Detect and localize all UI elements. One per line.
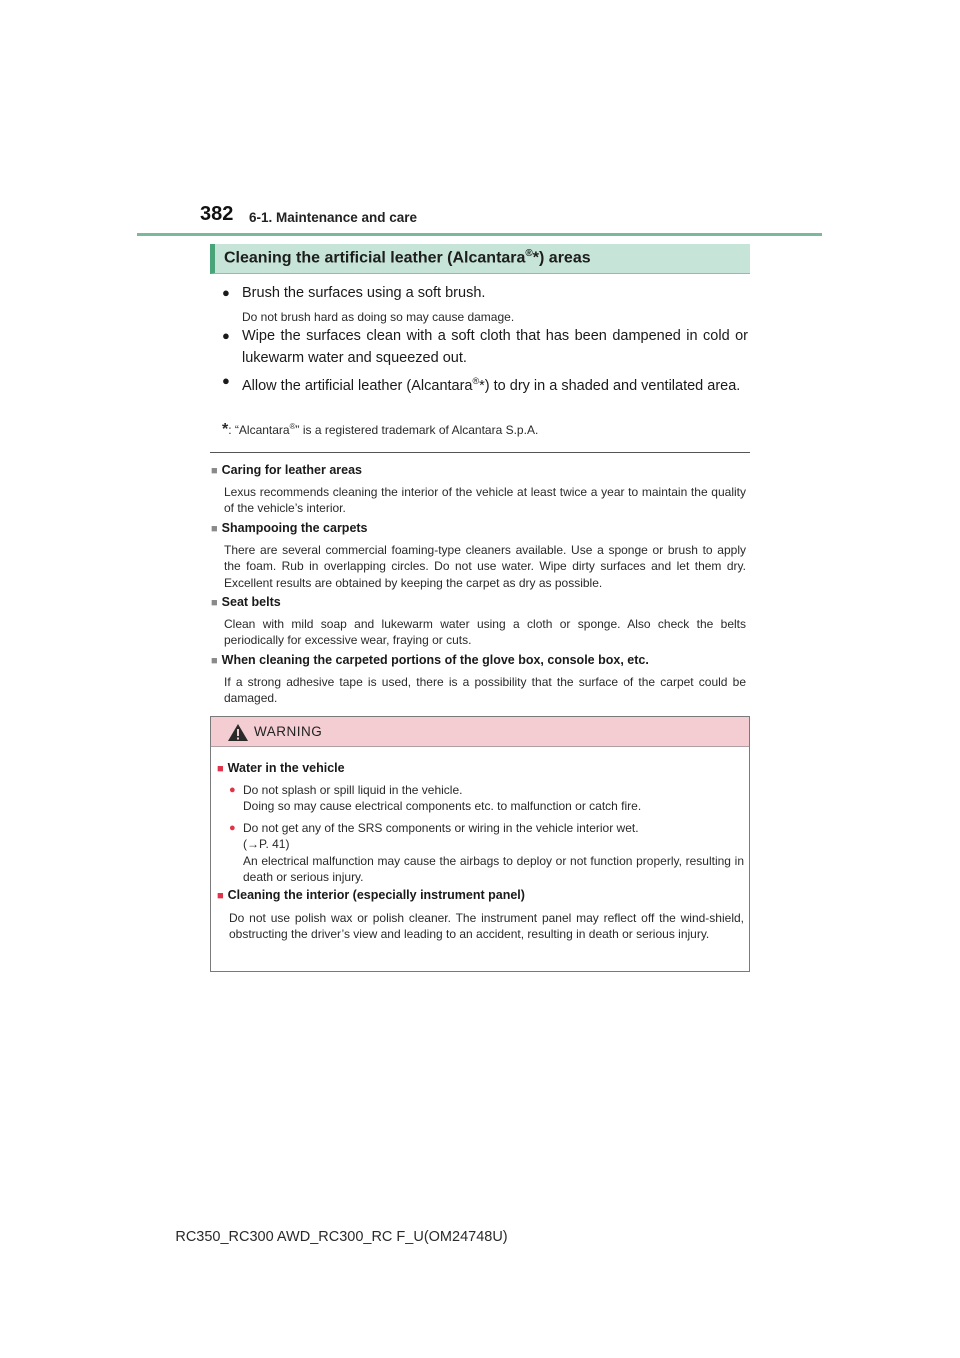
bullet-text [222, 370, 748, 397]
warning-heading-interior [217, 888, 525, 902]
bullet-dry [222, 370, 748, 397]
note-heading-text: Seat belts [221, 595, 281, 609]
warning-label: WARNING [254, 724, 323, 739]
bullet-dot-icon: ● [222, 373, 230, 388]
note-body-carpets: There are several commercial foaming-type cleaners available. Use a sponge or brush to apply the foam. Rub in overlapping circles. Do not use water. Wipe dirty surfaces and let them dry. Excellent results are obtained by keeping the carpet as dry as possible. [224, 543, 746, 590]
square-bullet-icon: ■ [211, 597, 218, 609]
title-text: Cleaning the artificial leather (Alcantara [224, 249, 526, 267]
warning-box [210, 716, 750, 972]
warning-line: Doing so may cause electrical components etc. to malfunction or catch fire. [243, 799, 642, 814]
bullet-dot-icon: ● [222, 285, 230, 300]
square-bullet-icon: ■ [211, 523, 218, 535]
footnote-prefix: : “Alcantara [228, 423, 290, 437]
note-heading-seatbelts [211, 595, 281, 609]
warning-line: An electrical malfunction may cause the airbags to deploy or not function properly, resulting in death or serious injury. [243, 853, 744, 884]
note-body-leather: Lexus recommends cleaning the interior of the vehicle at least twice a year to maintain the quality of the vehicle’s interior. [224, 485, 746, 516]
note-heading-glovebox [211, 653, 649, 667]
warning-heading-text: Cleaning the interior (especially instrument panel) [227, 888, 525, 902]
square-bullet-icon: ■ [217, 890, 224, 902]
note-body-glovebox: If a strong adhesive tape is used, there is a possibility that the surface of the carpet could be damaged. [224, 675, 746, 706]
warning-heading-text: Water in the vehicle [227, 761, 345, 775]
registered-mark: ® [289, 422, 296, 431]
section-title-bar [210, 244, 750, 274]
warning-item-srs [229, 820, 744, 885]
note-heading-text: Shampooing the carpets [221, 521, 368, 535]
warning-item-splash [229, 782, 744, 815]
note-heading-leather [211, 463, 362, 477]
bullet-text-suffix: *) to dry in a shaded and ventilated area. [479, 377, 741, 394]
bullet-dot-icon: ● [229, 822, 236, 834]
brush-note: Do not brush hard as doing so may cause damage. [242, 310, 515, 324]
warning-item-text [229, 820, 744, 885]
header-rule [137, 233, 822, 236]
footnote-star: * [222, 421, 229, 438]
footnote-suffix: ” is a registered trademark of Alcantara S.p.A. [295, 423, 539, 437]
bullet-text-prefix: Allow the artificial leather (Alcantara [242, 377, 473, 394]
page-number: 382 [200, 203, 234, 225]
warning-triangle-icon [227, 723, 249, 742]
registered-mark: ® [472, 376, 480, 386]
page-reference: (→P. 41) [243, 837, 290, 852]
note-body-seatbelts: Clean with mild soap and lukewarm water using a cloth or sponge. Also check the belts periodically for excessive wear, fraying or cuts. [224, 617, 746, 648]
bullet-brush [222, 282, 748, 304]
warning-header [211, 717, 749, 747]
bullet-text: Brush the surfaces using a soft brush. [242, 285, 486, 301]
note-heading-text: When cleaning the carpeted portions of the glove box, console box, etc. [221, 653, 649, 667]
bullet-dot-icon: ● [222, 328, 230, 343]
warning-body-interior: Do not use polish wax or polish cleaner. The instrument panel may reflect off the wind-shield, obstructing the driver’s view and leading to an accident, resulting in death or serious injury. [229, 911, 744, 942]
square-bullet-icon: ■ [211, 465, 218, 477]
bullet-wipe [222, 325, 748, 369]
title-suffix: *) areas [532, 249, 591, 267]
bullet-dot-icon: ● [229, 784, 236, 796]
note-heading-text: Caring for leather areas [221, 463, 362, 477]
warning-line: Do not splash or spill liquid in the vehicle. [243, 783, 463, 797]
note-heading-carpets [211, 521, 368, 535]
footnote [222, 421, 538, 439]
bullet-text: Wipe the surfaces clean with a soft cloth that has been dampened in cold or lukewarm water and squeezed out. [242, 328, 748, 366]
square-bullet-icon: ■ [211, 655, 218, 667]
warning-heading-water [217, 761, 345, 775]
warning-item-text [229, 782, 744, 815]
section-header: 6-1. Maintenance and care [249, 210, 418, 225]
square-bullet-icon: ■ [217, 763, 224, 775]
divider [210, 452, 750, 453]
registered-mark: ® [525, 248, 533, 259]
footer-model-code: RC350_RC300 AWD_RC300_RC F_U(OM24748U) [175, 1229, 508, 1245]
warning-line: Do not get any of the SRS components or wiring in the vehicle interior wet. [243, 821, 639, 835]
